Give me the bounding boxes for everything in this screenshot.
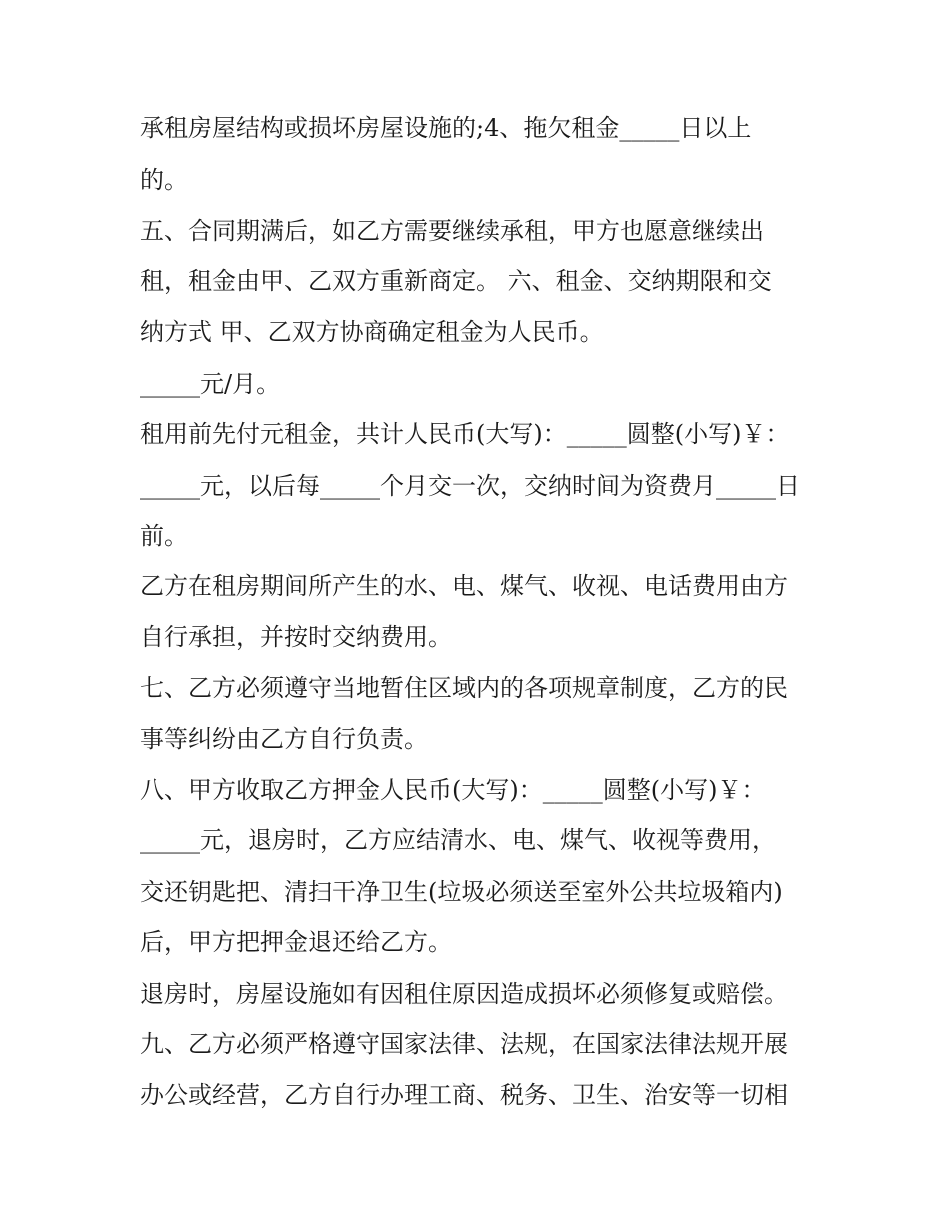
text-line: _____元/月。	[140, 370, 281, 398]
text-line: 前。	[140, 522, 188, 550]
text-line: 办公或经营，乙方自行办理工商、税务、卫生、治安等一切相	[140, 1081, 788, 1109]
text-line: 后，甲方把押金退还给乙方。	[140, 928, 452, 956]
text-line: 乙方在租房期间所产生的水、电、煤气、收视、电话费用由方	[140, 572, 788, 600]
text-line: 八、甲方收取乙方押金人民币(大写)：_____圆整(小写)￥：	[140, 776, 766, 804]
text-line: 租用前先付元租金，共计人民币(大写)：_____圆整(小写)￥：	[140, 420, 790, 448]
text-line: 退房时，房屋设施如有因租住原因造成损坏必须修复或赔偿。	[140, 980, 788, 1008]
text-line: 事等纠纷由乙方自行负责。	[140, 725, 428, 753]
text-line: 七、乙方必须遵守当地暂住区域内的各项规章制度，乙方的民	[140, 674, 788, 702]
text-line: 自行承担，并按时交纳费用。	[140, 623, 452, 651]
text-line: 九、乙方必须严格遵守国家法律、法规，在国家法律法规开展	[140, 1030, 788, 1058]
text-line: 的。	[140, 166, 188, 194]
text-line: _____元，退房时，乙方应结清水、电、煤气、收视等费用，	[140, 826, 776, 854]
text-line: 五、合同期满后，如乙方需要继续承租，甲方也愿意继续出	[140, 217, 764, 245]
text-line: 交还钥匙把、清扫干净卫生(垃圾必须送至室外公共垃圾箱内)	[140, 878, 783, 906]
text-line: 承租房屋结构或损坏房屋设施的;4、拖欠租金_____日以上	[140, 114, 752, 142]
text-line: 纳方式 甲、乙双方协商确定租金为人民币。	[140, 318, 604, 346]
text-line: _____元，以后每_____个月交一次，交纳时间为资费月_____日	[140, 472, 800, 500]
text-line: 租，租金由甲、乙双方重新商定。 六、租金、交纳期限和交	[140, 267, 772, 295]
